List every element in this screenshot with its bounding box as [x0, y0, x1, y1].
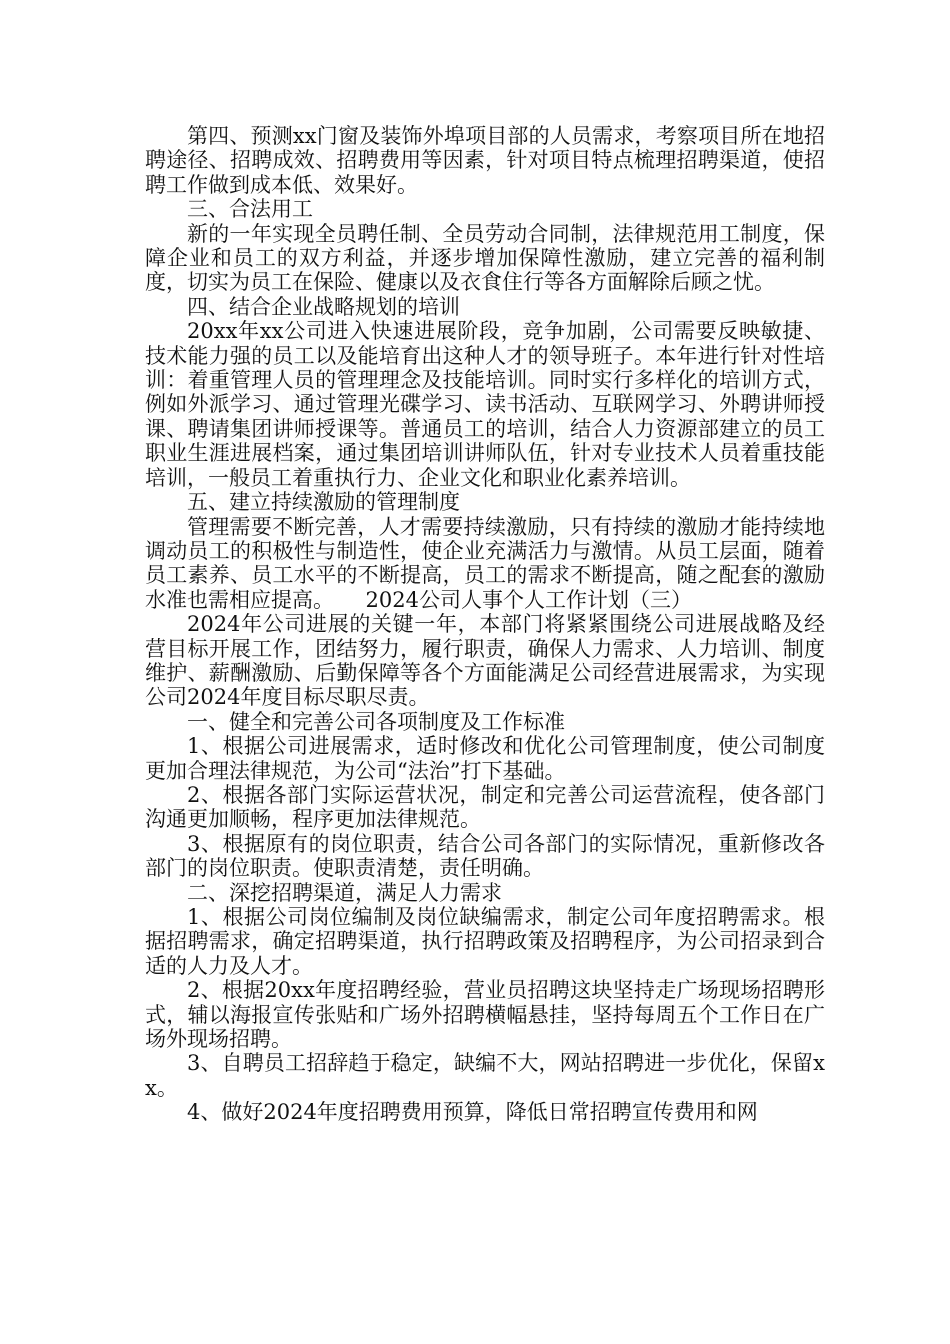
item-recruitment-3: 3、自聘员工招辞趋于稳定，缺编不大，网站招聘进一步优化，保留xx。	[145, 1051, 825, 1100]
item-recruitment-4: 4、做好2024年度招聘费用预算，降低日常招聘宣传费用和网	[187, 1100, 758, 1125]
heading-recruitment-channels: 二、深挖招聘渠道，满足人力需求	[187, 880, 502, 905]
item-recruitment-1: 1、根据公司岗位编制及岗位缺编需求，制定公司年度招聘需求。根据招聘需求，确定招聘渠道，执行招聘政策及招聘程序，为公司招录到合适的人力及人才。	[145, 905, 825, 978]
item-improve-systems-1: 1、根据公司进展需求，适时修改和优化公司管理制度，使公司制度更加合理法律规范，为公司“法治”打下基础。	[145, 734, 825, 783]
paragraph-legal-employment: 新的一年实现全员聘任制、全员劳动合同制，法律规范用工制度，保障企业和员工的双方利益，并逐步增加保障性激励，建立完善的福利制度，切实为员工在保险、健康以及衣食住行等各方面解除后顾之忧。	[145, 221, 825, 295]
paragraph-incentive-system: 管理需要不断完善，人才需要持续激励，只有持续的激励才能持续地调动员工的积极性与制造性，使企业充满活力与激情。从员工层面，随着员工素养、员工水平的不断提高，员工的需求不断提高，随之配套的激励水准也需相应提高。 2024公司人事个人工作计划（三）	[145, 514, 825, 612]
heading-incentive-system: 五、建立持续激励的管理制度	[187, 490, 460, 515]
item-improve-systems-2: 2、根据各部门实际运营状况，制定和完善公司运营流程，使各部门沟通更加顺畅，程序更加法律规范。	[145, 782, 825, 832]
item-improve-systems-3: 3、根据原有的岗位职责，结合公司各部门的实际情况，重新修改各部门的岗位职责。使职责清楚，责任明确。	[145, 831, 825, 881]
heading-legal-employment: 三、合法用工	[187, 197, 313, 222]
heading-strategic-training: 四、结合企业战略规划的培训	[187, 294, 460, 319]
item-recruitment-2: 2、根据20xx年度招聘经验，营业员招聘这块坚持走广场现场招聘形式，辅以海报宣传张贴和广场外招聘横幅悬挂，坚持每周五个工作日在广场外现场招聘。	[145, 978, 825, 1052]
paragraph-recruitment-forecast: 第四、预测xx门窗及装饰外埠项目部的人员需求，考察项目所在地招聘途径、招聘成效、招聘费用等因素，针对项目特点梳理招聘渠道，使招聘工作做到成本低、效果好。	[145, 124, 825, 197]
document-body	[145, 124, 825, 1125]
paragraph-strategic-training: 20xx年xx公司进入快速进展阶段，竞争加剧，公司需要反映敏捷、技术能力强的员工以及能培育出这种人才的领导班子。本年进行针对性培训：着重管理人员的管理理念及技能培训。同时实行多样化的培训方式，例如外派学习、通过管理光碟学习、读书活动、互联网学习、外聘讲师授课、聘请集团讲师授课等。普通员工的培训，结合人力资源部建立的员工职业生涯进展档案，通过集团培训讲师队伍，针对专业技术人员着重技能培训，一般员工着重执行力、企业文化和职业化素养培训。	[145, 319, 825, 490]
heading-improve-systems: 一、健全和完善公司各项制度及工作标准	[187, 709, 565, 734]
paragraph-plan-three-intro: 2024年公司进展的关键一年，本部门将紧紧围绕公司进展战略及经营目标开展工作，团结努力，履行职责，确保人力需求、人力培训、制度维护、薪酬激励、后勤保障等各个方面能满足公司经营进展需求，为实现公司2024年度目标尽职尽责。	[145, 612, 825, 710]
